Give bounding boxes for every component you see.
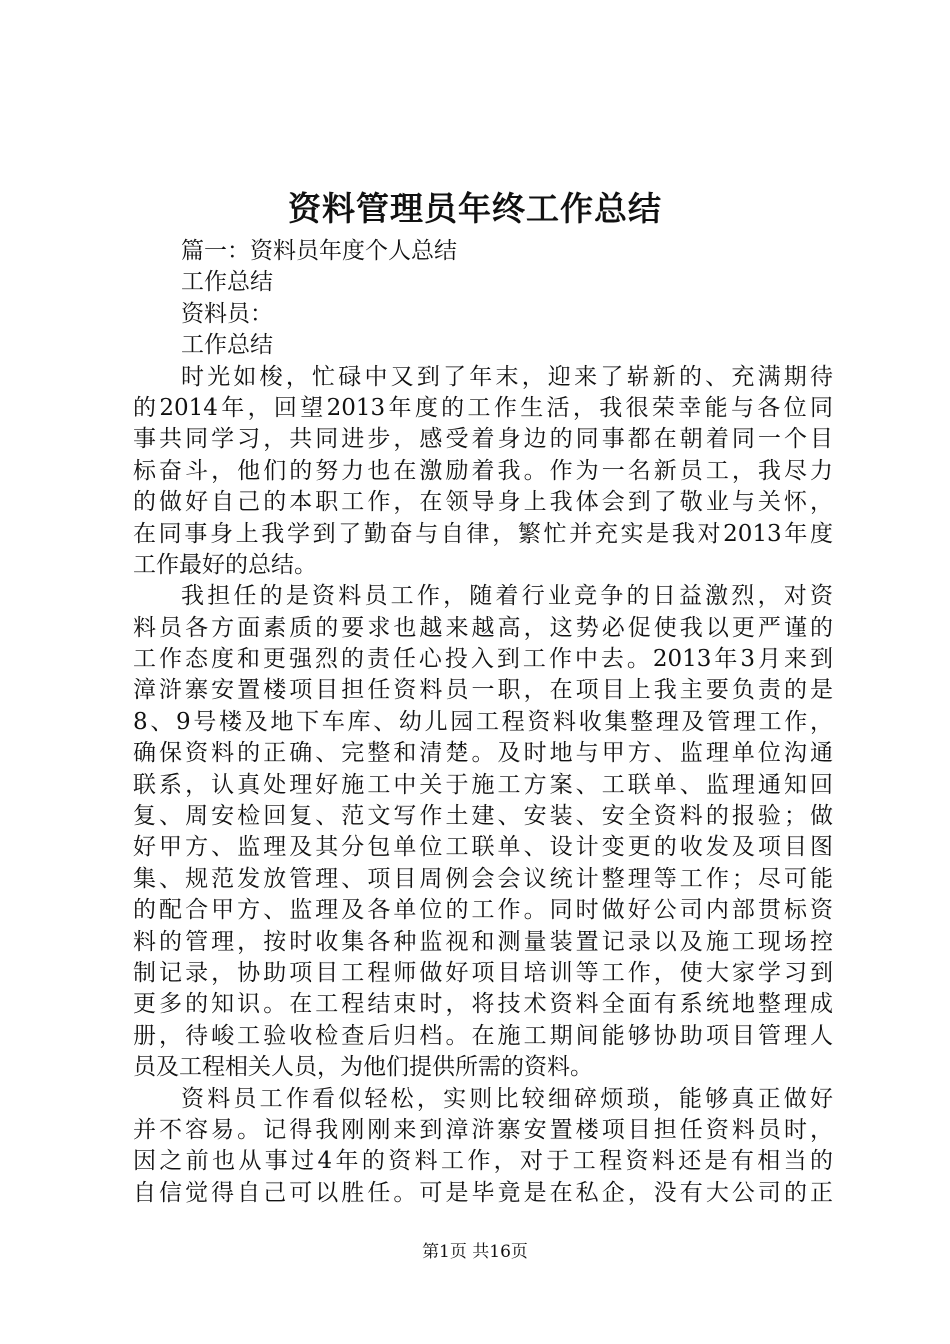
paragraph-line: 册，待峻工验收检查后归档。在施工期间能够协助项目管理人 — [133, 1022, 833, 1049]
page-footer: 第1页 共16页 — [422, 1242, 528, 1262]
paragraph-line: 料的管理，按时收集各种监视和测量装置记录以及施工现场控 — [133, 928, 833, 955]
document-title: 资料管理员年终工作总结 — [288, 189, 662, 228]
paragraph-line: 的2014年，回望2013年度的工作生活，我很荣幸能与各位同 — [133, 394, 833, 421]
paragraph-line: 更多的知识。在工程结束时，将技术资料全面有系统地整理成 — [133, 991, 833, 1018]
paragraph-line: 员及工程相关人员，为他们提供所需的资料。 — [133, 1054, 593, 1081]
paragraph-line: 时光如梭，忙碌中又到了年末，迎来了崭新的、充满期待 — [181, 363, 833, 390]
paragraph-line: 资料员工作看似轻松，实则比较细碎烦琐，能够真正做好 — [181, 1085, 833, 1112]
paragraph-line: 在同事身上我学到了勤奋与自律，繁忙并充实是我对2013年度 — [133, 520, 833, 547]
paragraph-line: 制记录，协助项目工程师做好项目培训等工作，使大家学习到 — [133, 959, 833, 986]
paragraph-line: 工作态度和更强烈的责任心投入到工作中去。2013年3月来到 — [133, 646, 833, 673]
paragraph-line: 我担任的是资料员工作，随着行业竞争的日益激烈，对资 — [181, 583, 833, 610]
paragraph-line: 因之前也从事过4年的资料工作，对于工程资料还是有相当的 — [133, 1148, 833, 1175]
paragraph-line: 工作最好的总结。 — [133, 551, 317, 578]
paragraph-line: 的做好自己的本职工作，在领导身上我体会到了敬业与关怀， — [133, 489, 833, 516]
section-heading: 篇一：资料员年度个人总结 — [181, 238, 457, 264]
text-line: 工作总结 — [181, 332, 273, 359]
text-line: 资料员： — [181, 300, 273, 327]
text-line: 工作总结 — [181, 269, 273, 296]
paragraph-line: 8、9号楼及地下车库、幼儿园工程资料收集整理及管理工作， — [133, 708, 833, 735]
paragraph-line: 确保资料的正确、完整和清楚。及时地与甲方、监理单位沟通 — [133, 740, 833, 767]
document-body — [133, 236, 833, 1209]
paragraph-line: 并不容易。记得我刚刚来到漳浒寨安置楼项目担任资料员时， — [133, 1116, 833, 1143]
paragraph-line: 复、周安检回复、范文写作土建、安装、安全资料的报验；做 — [133, 803, 833, 830]
paragraph-line: 事共同学习，共同进步，感受着身边的同事都在朝着同一个目 — [133, 426, 833, 453]
paragraph-line: 标奋斗，他们的努力也在激励着我。作为一名新员工，我尽力 — [133, 457, 833, 484]
paragraph-line: 集、规范发放管理、项目周例会会议统计整理等工作；尽可能 — [133, 865, 833, 892]
paragraph-line: 自信觉得自己可以胜任。可是毕竟是在私企，没有大公司的正 — [133, 1179, 833, 1206]
paragraph-line: 联系，认真处理好施工中关于施工方案、工联单、监理通知回 — [133, 771, 833, 798]
paragraph-line: 漳浒寨安置楼项目担任资料员一职，在项目上我主要负责的是 — [133, 677, 833, 704]
paragraph-line: 的配合甲方、监理及各单位的工作。同时做好公司内部贯标资 — [133, 897, 833, 924]
paragraph-line: 好甲方、监理及其分包单位工联单、设计变更的收发及项目图 — [133, 834, 833, 861]
paragraph-line: 料员各方面素质的要求也越来越高，这势必促使我以更严谨的 — [133, 614, 833, 641]
